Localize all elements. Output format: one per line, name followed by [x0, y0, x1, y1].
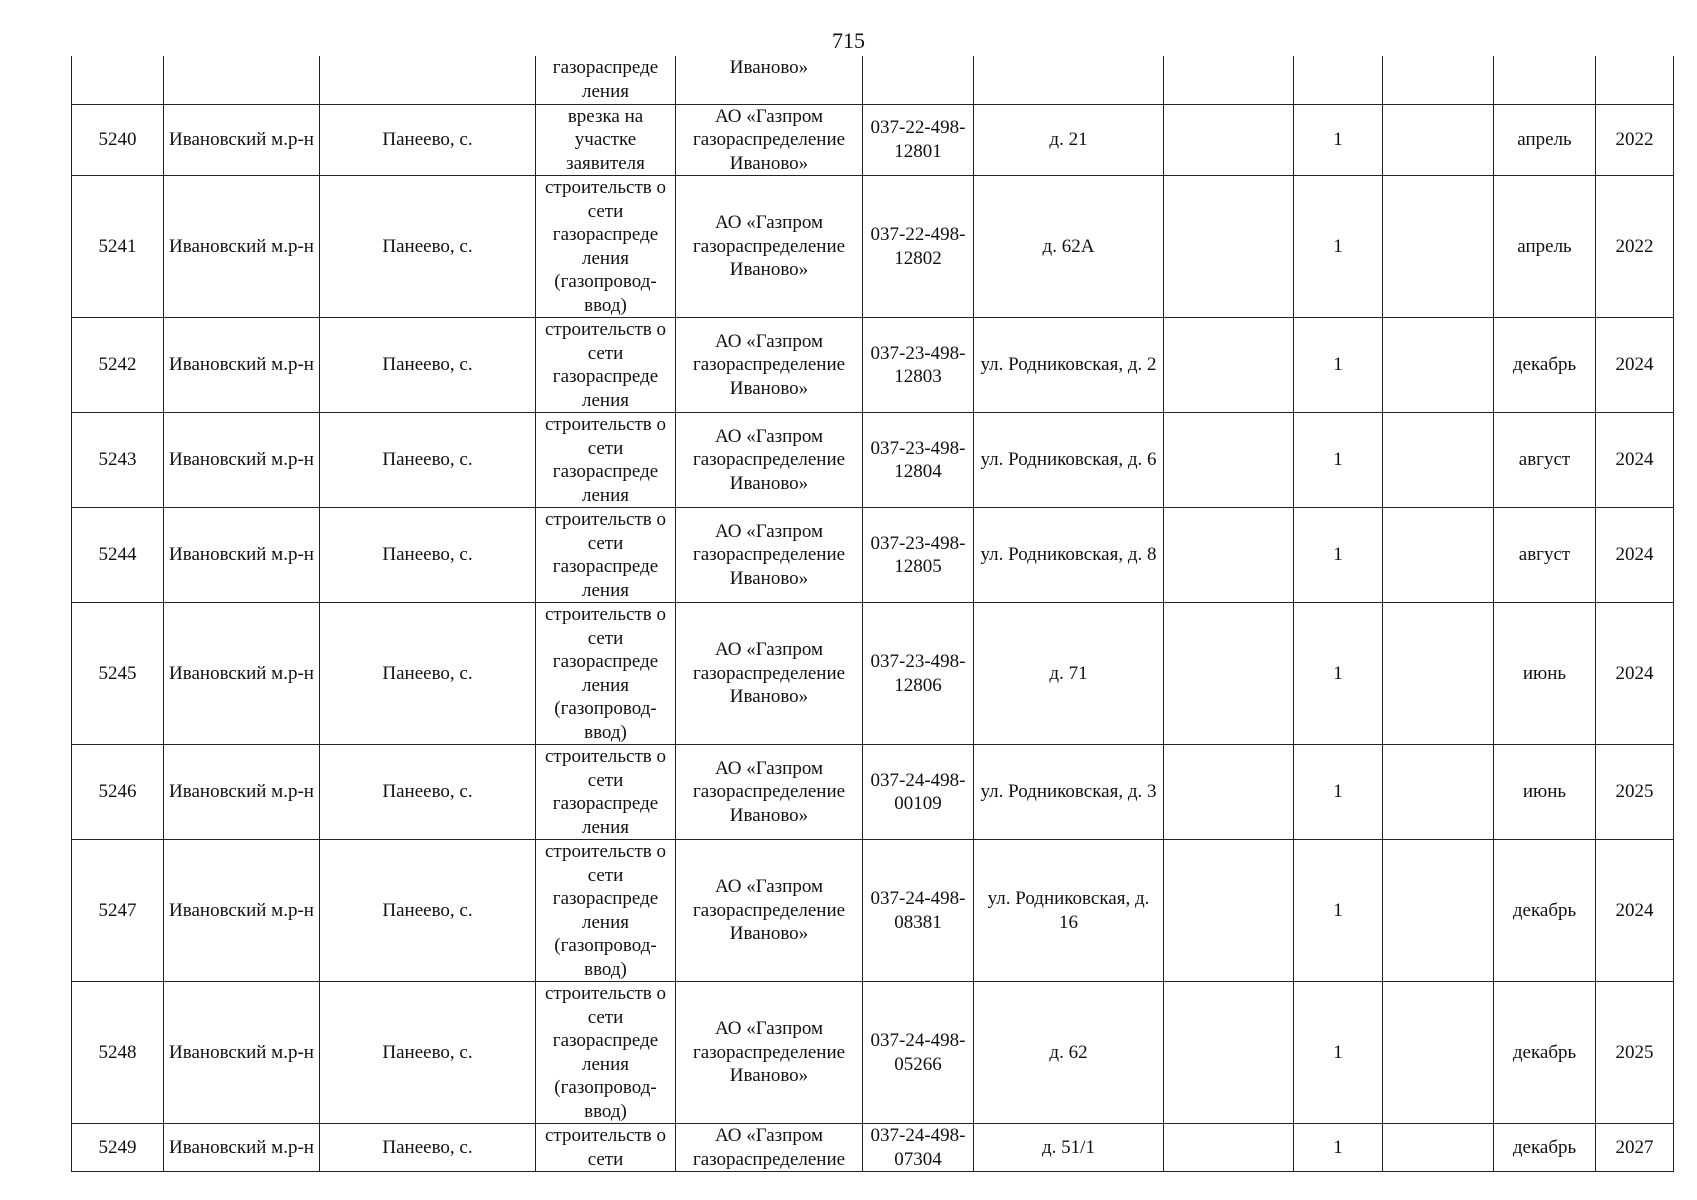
cell-month: декабрь [1494, 1124, 1596, 1172]
cell-organization: АО «Газпром газораспределение Иваново» [676, 603, 863, 745]
cell-organization: АО «Газпром газораспределение Иваново» [676, 508, 863, 603]
cell-count: 1 [1294, 318, 1383, 413]
cell-no: 5249 [72, 1124, 164, 1172]
cell-count: 1 [1294, 104, 1383, 176]
table-row [72, 508, 1674, 603]
cell-district: Ивановский м.р-н [164, 1124, 320, 1172]
cell-month: август [1494, 508, 1596, 603]
cell-month: апрель [1494, 176, 1596, 318]
cell-no: 5248 [72, 982, 164, 1124]
cell-col10 [1383, 603, 1494, 745]
cell-locality: Панеево, с. [320, 104, 536, 176]
cell-locality: Панеево, с. [320, 176, 536, 318]
table-row [72, 745, 1674, 840]
cell-col10 [1383, 104, 1494, 176]
cell-count: 1 [1294, 413, 1383, 508]
cell-locality: Панеево, с. [320, 508, 536, 603]
cell-work-type: строительств о сети газораспреде ления [536, 508, 676, 603]
cell-district [164, 56, 320, 104]
cell-col8 [1164, 1124, 1294, 1172]
cell-organization: АО «Газпром газораспределение Иваново» [676, 840, 863, 982]
cell-application [863, 56, 974, 104]
cell-col10 [1383, 413, 1494, 508]
cell-year: 2022 [1596, 176, 1674, 318]
cell-col10 [1383, 982, 1494, 1124]
cell-count: 1 [1294, 1124, 1383, 1172]
cell-no: 5241 [72, 176, 164, 318]
cell-address: ул. Родниковская, д. 8 [974, 508, 1164, 603]
cell-organization: АО «Газпром газораспределение Иваново» [676, 982, 863, 1124]
cell-col8 [1164, 318, 1294, 413]
cell-month [1494, 56, 1596, 104]
table-row [72, 603, 1674, 745]
cell-address: д. 51/1 [974, 1124, 1164, 1172]
cell-district: Ивановский м.р-н [164, 176, 320, 318]
cell-locality: Панеево, с. [320, 318, 536, 413]
cell-month: август [1494, 413, 1596, 508]
cell-year: 2025 [1596, 745, 1674, 840]
cell-application: 037-24-498-05266 [863, 982, 974, 1124]
cell-count: 1 [1294, 745, 1383, 840]
cell-month: июнь [1494, 745, 1596, 840]
cell-year: 2022 [1596, 104, 1674, 176]
cell-col8 [1164, 104, 1294, 176]
cell-no: 5242 [72, 318, 164, 413]
cell-application: 037-24-498-07304 [863, 1124, 974, 1172]
cell-col8 [1164, 982, 1294, 1124]
cell-address: д. 21 [974, 104, 1164, 176]
cell-address [974, 56, 1164, 104]
cell-district: Ивановский м.р-н [164, 413, 320, 508]
cell-col8 [1164, 413, 1294, 508]
cell-year: 2024 [1596, 413, 1674, 508]
cell-district: Ивановский м.р-н [164, 508, 320, 603]
cell-no: 5247 [72, 840, 164, 982]
cell-no: 5243 [72, 413, 164, 508]
cell-col10 [1383, 1124, 1494, 1172]
table-row [72, 104, 1674, 176]
table-row [72, 1124, 1674, 1172]
cell-no: 5245 [72, 603, 164, 745]
cell-organization: АО «Газпром газораспределение Иваново» [676, 318, 863, 413]
cell-year: 2024 [1596, 508, 1674, 603]
cell-year [1596, 56, 1674, 104]
registry-table [71, 56, 1674, 1172]
cell-col8 [1164, 840, 1294, 982]
cell-col10 [1383, 840, 1494, 982]
cell-application: 037-22-498-12802 [863, 176, 974, 318]
cell-col8 [1164, 176, 1294, 318]
cell-col10 [1383, 508, 1494, 603]
table-row [72, 840, 1674, 982]
cell-year: 2027 [1596, 1124, 1674, 1172]
cell-no: 5246 [72, 745, 164, 840]
cell-month: декабрь [1494, 318, 1596, 413]
cell-col8 [1164, 603, 1294, 745]
cell-locality: Панеево, с. [320, 1124, 536, 1172]
cell-col10 [1383, 318, 1494, 413]
cell-application: 037-23-498-12804 [863, 413, 974, 508]
cell-district: Ивановский м.р-н [164, 603, 320, 745]
table-row-continued [72, 56, 1674, 104]
cell-district: Ивановский м.р-н [164, 840, 320, 982]
cell-locality [320, 56, 536, 104]
cell-year: 2025 [1596, 982, 1674, 1124]
cell-address: д. 62А [974, 176, 1164, 318]
cell-locality: Панеево, с. [320, 840, 536, 982]
cell-year: 2024 [1596, 840, 1674, 982]
cell-locality: Панеево, с. [320, 413, 536, 508]
cell-address: ул. Родниковская, д. 16 [974, 840, 1164, 982]
table-body [72, 56, 1674, 1172]
cell-district: Ивановский м.р-н [164, 745, 320, 840]
cell-locality: Панеево, с. [320, 982, 536, 1124]
cell-work-type: строительств о сети газораспреде ления (газопровод-ввод) [536, 603, 676, 745]
cell-locality: Панеево, с. [320, 603, 536, 745]
cell-district: Ивановский м.р-н [164, 104, 320, 176]
cell-no: 5240 [72, 104, 164, 176]
cell-organization: АО «Газпром газораспределение Иваново» [676, 104, 863, 176]
cell-col10 [1383, 745, 1494, 840]
cell-col8 [1164, 508, 1294, 603]
cell-work-type: строительств о сети газораспреде ления [536, 413, 676, 508]
cell-no [72, 56, 164, 104]
cell-district: Ивановский м.р-н [164, 982, 320, 1124]
table-row [72, 318, 1674, 413]
cell-count [1294, 56, 1383, 104]
cell-work-type: строительств о сети газораспреде ления (газопровод-ввод) [536, 176, 676, 318]
cell-organization: АО «Газпром газораспределение Иваново» [676, 176, 863, 318]
cell-application: 037-23-498-12806 [863, 603, 974, 745]
cell-col8 [1164, 745, 1294, 840]
cell-work-type: газораспреде ления [536, 56, 676, 104]
cell-month: апрель [1494, 104, 1596, 176]
cell-work-type: строительств о сети газораспреде ления (газопровод-ввод) [536, 840, 676, 982]
cell-organization: Иваново» [676, 56, 863, 104]
cell-organization: АО «Газпром газораспределение Иваново» [676, 413, 863, 508]
cell-work-type: строительств о сети газораспреде ления [536, 745, 676, 840]
cell-col10 [1383, 56, 1494, 104]
cell-address: ул. Родниковская, д. 2 [974, 318, 1164, 413]
cell-address: ул. Родниковская, д. 6 [974, 413, 1164, 508]
cell-application: 037-24-498-00109 [863, 745, 974, 840]
cell-count: 1 [1294, 508, 1383, 603]
table-row [72, 176, 1674, 318]
table-row [72, 413, 1674, 508]
cell-col10 [1383, 176, 1494, 318]
page-number: 715 [832, 28, 865, 53]
cell-count: 1 [1294, 840, 1383, 982]
cell-no: 5244 [72, 508, 164, 603]
cell-work-type: строительств о сети газораспреде ления [536, 318, 676, 413]
cell-application: 037-24-498-08381 [863, 840, 974, 982]
table-row [72, 982, 1674, 1124]
cell-month: декабрь [1494, 982, 1596, 1124]
cell-work-type: строительств о сети газораспреде ления (газопровод-ввод) [536, 982, 676, 1124]
cell-year: 2024 [1596, 603, 1674, 745]
cell-year: 2024 [1596, 318, 1674, 413]
cell-organization: АО «Газпром газораспределение Иваново» [676, 745, 863, 840]
cell-col8 [1164, 56, 1294, 104]
cell-organization: АО «Газпром газораспределение [676, 1124, 863, 1172]
cell-application: 037-23-498-12805 [863, 508, 974, 603]
cell-count: 1 [1294, 982, 1383, 1124]
cell-locality: Панеево, с. [320, 745, 536, 840]
cell-address: ул. Родниковская, д. 3 [974, 745, 1164, 840]
cell-application: 037-23-498-12803 [863, 318, 974, 413]
cell-month: июнь [1494, 603, 1596, 745]
cell-work-type: врезка на участке заявителя [536, 104, 676, 176]
cell-address: д. 62 [974, 982, 1164, 1124]
cell-count: 1 [1294, 176, 1383, 318]
cell-work-type: строительств о сети [536, 1124, 676, 1172]
cell-month: декабрь [1494, 840, 1596, 982]
cell-address: д. 71 [974, 603, 1164, 745]
cell-count: 1 [1294, 603, 1383, 745]
cell-district: Ивановский м.р-н [164, 318, 320, 413]
cell-application: 037-22-498-12801 [863, 104, 974, 176]
